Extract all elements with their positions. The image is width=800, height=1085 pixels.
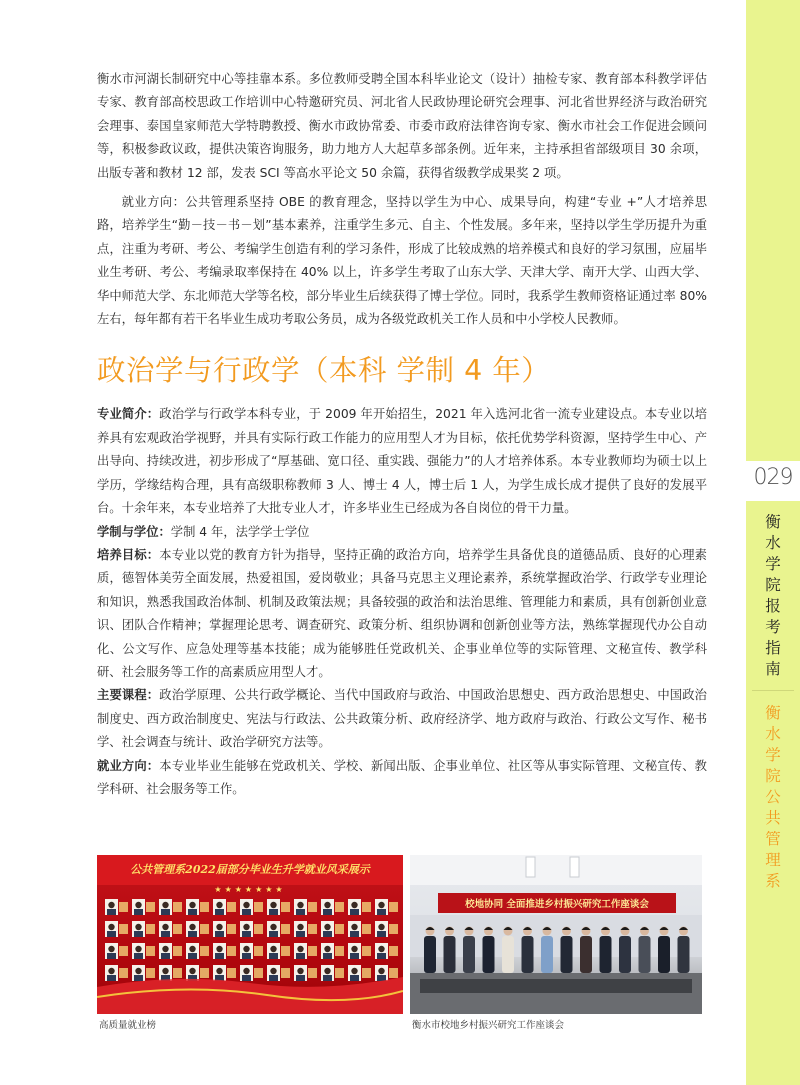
portrait-icon [186,965,209,981]
degree-paragraph [97,521,707,544]
goal-label: 培养目标： [97,547,160,562]
side-guide-title [746,512,800,680]
side-char: 指 [765,639,781,657]
portrait-icon [240,921,263,937]
portrait-icon [321,921,344,937]
side-char: 院 [765,576,781,594]
symposium-image [410,855,702,1014]
profile-text: 政治学与行政学本科专业，于 2009 年开始招生，2021 年入选河北省一流专业建设点。本专业以培养具有宏观政治学视野，并具有实际行政工作能力的应用型人才为目标，依托优势学科资源，坚持学生中心、产出导向、持续改进，初步形成了“厚基础、宽口径、重实践、强能力”的人才培养体系。本专业教师均为硕士以上学历，学缘结构合理，具有高级职称教师 3 人、博士 4 人，博士后 1 人，为学生成长成才提供了良好的发展平台。十余年来，本专业培养了大批专业人才，许多毕业生已经成为各自岗位的骨干力量。 [97,407,707,516]
main-content [97,68,707,801]
intro-paragraph-1: 衡水市河湖长制研究中心等挂靠本系。多位教师受聘全国本科毕业论文（设计）抽检专家、教育部本科教学评估专家、教育部高校思政工作培训中心特邀研究员、河北省人民政协理论研究会理事、河北省世界经济与政治研究会理事、泰国皇家师范大学特聘教授、衡水市政协常委、市委市政府法律咨询专家、衡水市社会工作促进会顾问等，积极参政议政，提供决策咨询服务，助力地方人大起草多部条例。近年来，主持承担省部级项目 30 余项，出版专著和教材 12 部，发表 SCI 等高水平论文 50 余篇，获得省级教学成果奖 2 项。 [97,72,707,180]
career-paragraph [97,755,707,802]
portrait-icon [105,965,128,981]
portrait-icon [267,921,290,937]
portrait-icon [294,921,317,937]
portrait-icon [348,943,371,959]
employment-board-banner: 公共管理系2022届部分毕业生升学就业风采展示 [130,863,370,876]
degree-label: 学制与学位： [97,524,171,539]
portrait-icon [213,943,236,959]
section-title: 政治学与行政学（本科 学制 4 年） [97,354,551,388]
portrait-icon [321,943,344,959]
goal-paragraph [97,544,707,684]
portrait-icon [105,921,128,937]
side-char: 理 [765,851,781,869]
symposium-banner: 校地协同 全面推进乡村振兴研究工作座谈会 [465,899,649,910]
employment-board-image [97,855,403,1014]
side-divider [752,690,794,691]
portrait-icon [240,899,263,915]
profile-paragraph [97,403,707,520]
portrait-icon [105,899,128,915]
portrait-icon [132,965,155,981]
portrait-icon [159,899,182,915]
employment-board-photo [97,855,403,1014]
portrait-icon [348,965,371,981]
portrait-icon [132,921,155,937]
degree-text: 学制 4 年，法学学士学位 [170,524,310,539]
portrait-icon [240,965,263,981]
side-char: 水 [765,725,781,743]
portrait-grid [105,899,398,981]
side-char: 报 [765,597,781,615]
side-char: 管 [765,830,781,848]
side-char: 水 [765,534,781,552]
side-char: 共 [765,809,781,827]
left-photo-caption: 高质量就业榜 [99,1020,157,1031]
portrait-icon [294,899,317,915]
portrait-icon [132,899,155,915]
portrait-icon [294,943,317,959]
portrait-icon [348,921,371,937]
portrait-icon [294,965,317,981]
side-char: 系 [765,872,781,890]
intro-paragraph-2: 就业方向：公共管理系坚持 OBE 的教育理念，坚持以学生为中心、成果导向，构建“专业 +”人才培养思路，培养学生“勤－技－书－划”基本素养，注重学生多元、自主、个性发展。多年来，坚持以学生学历提升为重点，注重为考研、考公、考编学生创造有利的学习条件，形成了比较成熟的培养模式和良好的学习氛围，应届毕业生考研、考公、考编录取率保持在 40% 以上，许多学生考取了山东大学、天津大学、南开大学、山西大学、华中师范大学、东北师范大学等名校，部分毕业生后续获得了博士学位。同时，我系学生教师资格证通过率 80% 左右，每年都有若干名毕业生成功考取公务员，成为各级党政机关工作人员和中小学校人民教师。 [97,195,707,327]
portrait-icon [375,943,398,959]
portrait-icon [159,921,182,937]
side-department-title [746,703,800,892]
page-number-box [746,461,800,501]
portrait-icon [186,921,209,937]
portrait-icon [267,965,290,981]
photo-row [97,855,702,1030]
portrait-icon [348,899,371,915]
courses-paragraph [97,684,707,754]
portrait-icon [159,943,182,959]
side-char: 衡 [765,513,781,531]
goal-text: 本专业以党的教育方针为指导，坚持正确的政治方向，培养学生具备优良的道德品质、良好的心理素质，德智体美劳全面发展，热爱祖国，爱岗敬业；具备马克思主义理论素养，系统掌握政治学、行政学专业理论和知识，熟悉我国政治体制、机制及政策法规；具备较强的政治和法治思维、管理能力和素质，具有创新创业意识、团队合作精神；掌握理论思考、调查研究、政策分析、组织协调和创新创业等方法，熟练掌握现代办公自动化、公文写作、应急处理等基本技能；成为能够胜任党政机关、企事业单位等的实际管理、文秘宣传、教学科研、社会服务等工作的高素质应用型人才。 [97,547,707,679]
portrait-icon [186,899,209,915]
portrait-icon [267,943,290,959]
side-char: 学 [765,746,781,764]
side-char: 考 [765,618,781,636]
portrait-icon [240,943,263,959]
page-number: 029 [753,465,793,490]
side-char: 衡 [765,704,781,722]
portrait-icon [213,965,236,981]
career-text: 本专业毕业生能够在党政机关、学校、新闻出版、企事业单位、社区等从事实际管理、文秘宣传、教学科研、社会服务等工作。 [97,758,707,796]
side-char: 学 [765,555,781,573]
portrait-icon [375,899,398,915]
portrait-icon [375,965,398,981]
side-char: 院 [765,767,781,785]
portrait-icon [267,899,290,915]
courses-label: 主要课程： [97,688,160,703]
portrait-icon [213,899,236,915]
portrait-icon [213,921,236,937]
profile-label: 专业简介： [97,407,160,422]
side-char: 公 [765,788,781,806]
portrait-icon [375,921,398,937]
portrait-icon [186,943,209,959]
portrait-icon [159,965,182,981]
portrait-icon [132,943,155,959]
right-photo-caption: 衡水市校地乡村振兴研究工作座谈会 [412,1020,565,1031]
symposium-photo [410,855,702,1014]
side-char: 南 [765,660,781,678]
portrait-icon [105,943,128,959]
portrait-icon [321,899,344,915]
star-row-icon: ★★★★★★★ [214,885,286,894]
career-label: 就业方向： [97,758,160,773]
courses-text: 政治学原理、公共行政学概论、当代中国政府与政治、中国政治思想史、西方政治思想史、中国政治制度史、西方政治制度史、宪法与行政法、公共政策分析、政府经济学、地方政府与政治、行政公文写作、秘书学、社会调查与统计、政治学研究方法等。 [97,688,707,750]
portrait-icon [321,965,344,981]
